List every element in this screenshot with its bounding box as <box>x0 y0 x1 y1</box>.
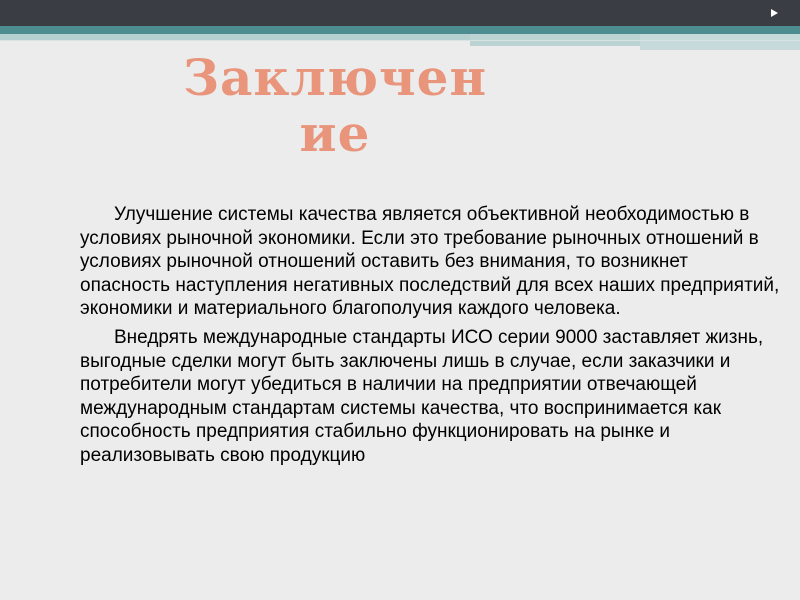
play-arrow-icon <box>771 9 778 17</box>
body-paragraph: Улучшение системы качества является объективной необходимостью в условиях рыночной экономики. Если это требование рыночных отношений в условиях рыночной отношений оставить без внимания, то возникнет опасность наступления негативных последствий для всех наших предприятий, экономики и материального благополучия каждого человека. <box>80 204 780 320</box>
header-divider <box>0 40 800 41</box>
header-step-stripe-2 <box>640 34 800 50</box>
slide-title: Заключен ие <box>182 48 488 163</box>
header-banner <box>0 0 800 26</box>
header-accent-stripe <box>0 26 800 34</box>
body-paragraph: Внедрять международные стандарты ИСО серии 9000 заставляет жизнь, выгодные сделки могут быть заключены лишь в случае, если заказчики и потребители могут убедиться в наличии на предприятии отвечающей международным стандартам системы качества, что воспринимается как способность предприятия стабильно функционировать на рынке и реализовывать свою продукцию <box>80 326 764 466</box>
slide-body <box>80 203 780 468</box>
